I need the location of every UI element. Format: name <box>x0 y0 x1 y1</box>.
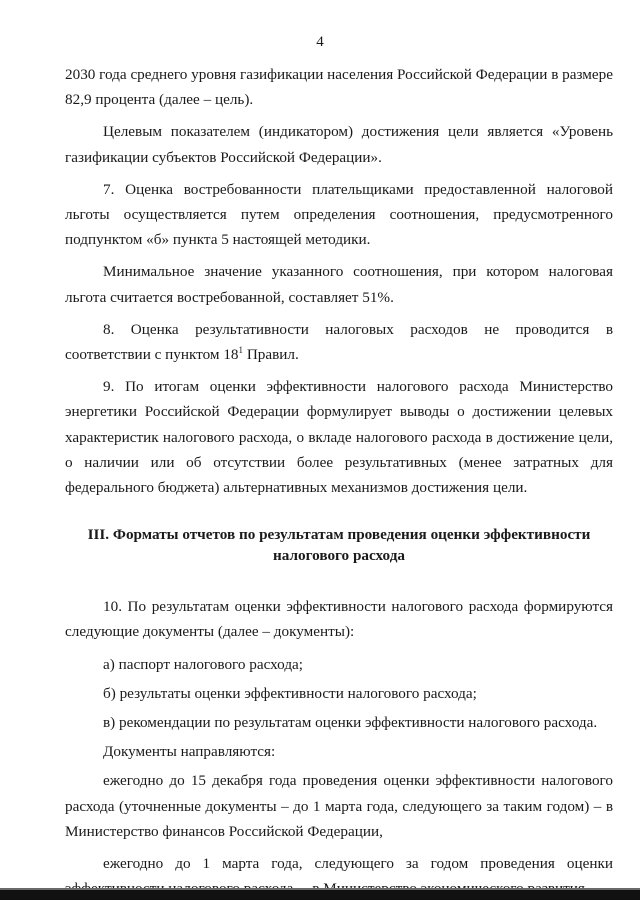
scan-bottom-edge <box>0 890 640 900</box>
section-heading-iii <box>65 524 613 566</box>
paragraph-target-indicator: Целевым показателем (индикатором) достижения цели является «Уровень газификации субъектов Российской Федерации». <box>65 123 613 166</box>
list-item-passport: а) паспорт налогового расхода; <box>103 655 304 673</box>
section-heading-line-1: III. Форматы отчетов по результатам проведения оценки эффективности <box>87 526 591 544</box>
list-item-results: б) результаты оценки эффективности налогового расхода; <box>103 684 477 702</box>
list-item-recommendations: в) рекомендации по результатам оценки эффективности налогового расхода. <box>103 714 598 732</box>
paragraph-minimum-ratio: Минимальное значение указанного соотношения, при котором налоговая льгота считается востребованной, составляет 51%. <box>65 263 613 306</box>
paragraph-9-conclusions: 9. По итогам оценки эффективности налогового расхода Министерство энергетики Российской Федерации формулирует выводы о достижении целевых характеристик налогового расхода, о вкладе налогового расхода в достижение цели, о наличии или об отсутствии более результативных (менее затратных для федерального бюджета) альтернативных механизмов достижения цели. <box>65 378 613 497</box>
paragraph-7-demand-assessment: 7. Оценка востребованности плательщиками предоставленной налоговой льготы осуществляется путем определения соотношения, предусмотренного подпунктом «б» пункта 5 настоящей методики. <box>65 180 613 249</box>
paragraph-8-tail: Правил. <box>243 346 299 364</box>
paragraph-documents-sent: Документы направляются: <box>103 743 276 761</box>
section-heading-line-2: налогового расхода <box>273 547 405 565</box>
paragraph-deadline-mineconomy: ежегодно до 1 марта года, следующего за годом проведения оценки <box>103 855 613 873</box>
paragraph-10-documents: 10. По результатам оценки эффективности налогового расхода формируются следующие документы (далее – документы): <box>65 598 613 641</box>
page-number: 4 <box>316 34 324 50</box>
paragraph-goal-continuation: 2030 года среднего уровня газификации населения Российской Федерации в размере 82,9 процента (далее – цель). <box>65 66 613 109</box>
paragraph-deadline-minfin: ежегодно до 15 декабря года проведения оценки эффективности налогового расхода (уточненные документы – до 1 марта года, следующего за таким годом) – в Министерство финансов Российской Федерации, <box>65 772 613 840</box>
footnote-superscript: 1 <box>238 344 244 355</box>
paragraph-8-effectiveness <box>65 317 613 367</box>
document-body <box>65 62 613 908</box>
paragraph-8-text: 8. Оценка результативности налоговых расходов не проводится в соответствии с пунктом 18 <box>65 320 613 364</box>
